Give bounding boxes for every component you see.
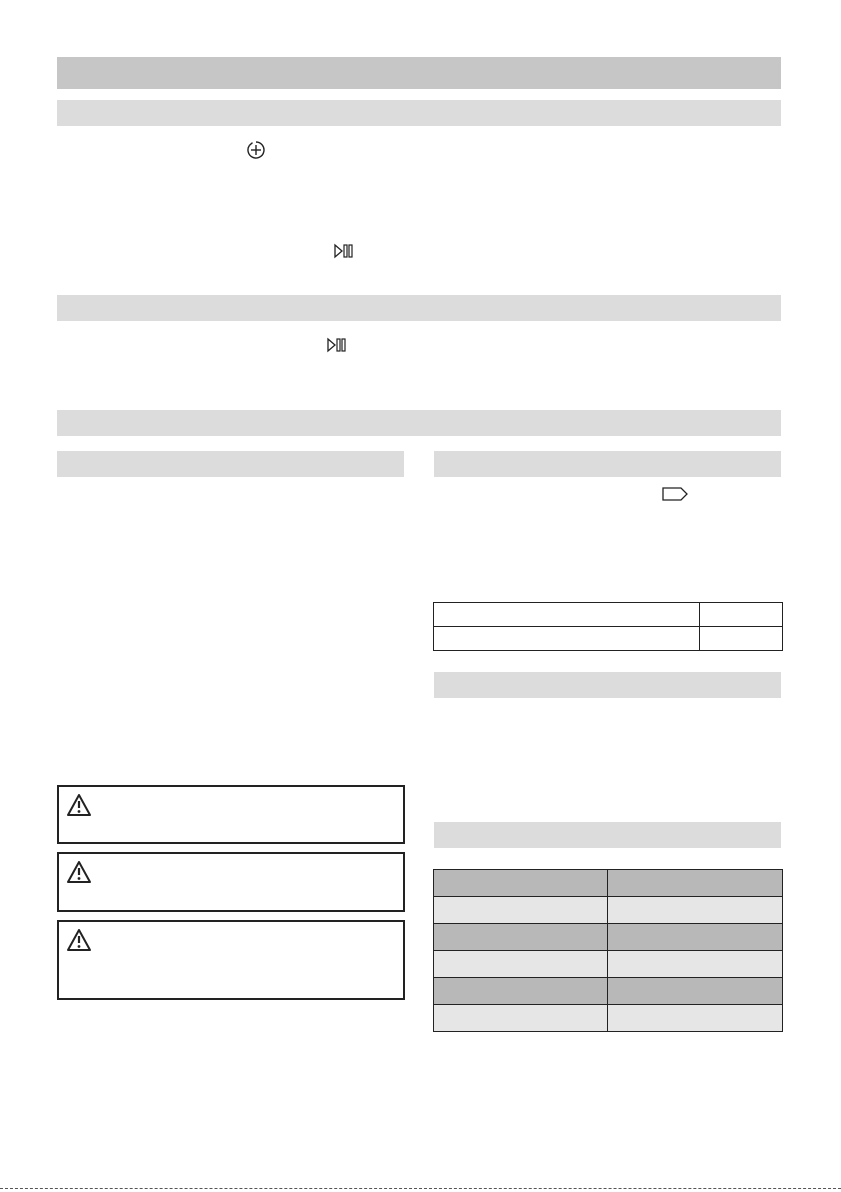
table-row xyxy=(434,870,783,897)
table-cell xyxy=(608,1005,783,1032)
table-row xyxy=(434,627,783,651)
small-table xyxy=(433,602,783,651)
table-row xyxy=(434,603,783,627)
section-header-bar-2 xyxy=(57,295,781,321)
start-pause-icon xyxy=(333,243,355,259)
start-pause-icon xyxy=(326,337,348,353)
right-subsection-header-bar-2 xyxy=(434,672,781,698)
table-cell xyxy=(608,978,783,1005)
label-tag-icon xyxy=(661,485,689,503)
warning-triangle-icon xyxy=(66,928,92,952)
delay-timer-icon xyxy=(245,139,267,161)
table-cell xyxy=(434,897,608,924)
table-cell xyxy=(434,924,608,951)
table-cell xyxy=(434,951,608,978)
table-cell xyxy=(434,870,608,897)
table-cell xyxy=(608,924,783,951)
table-cell xyxy=(434,603,700,627)
warning-box-1 xyxy=(57,785,405,844)
table-cell xyxy=(434,1005,608,1032)
section-header-bar-1 xyxy=(57,100,781,126)
left-column-header-bar xyxy=(57,451,404,477)
section-header-bar-3 xyxy=(57,410,781,436)
warning-triangle-icon xyxy=(66,860,92,884)
warning-triangle-icon xyxy=(66,793,92,817)
table-cell xyxy=(700,603,783,627)
table-cell xyxy=(434,978,608,1005)
table-row xyxy=(434,897,783,924)
page-header-bar xyxy=(57,57,781,89)
right-subsection-header-bar-3 xyxy=(434,822,781,848)
warning-box-3 xyxy=(57,920,405,1000)
page-bottom-rule xyxy=(0,1188,841,1189)
table-row xyxy=(434,978,783,1005)
table-row xyxy=(434,951,783,978)
table-cell xyxy=(608,951,783,978)
shaded-table xyxy=(433,869,783,1032)
table-cell xyxy=(434,627,700,651)
table-cell xyxy=(700,627,783,651)
table-cell xyxy=(608,897,783,924)
table-row xyxy=(434,1005,783,1032)
table-row xyxy=(434,924,783,951)
right-column-header-bar xyxy=(434,451,781,477)
table-cell xyxy=(608,870,783,897)
warning-box-2 xyxy=(57,852,405,912)
